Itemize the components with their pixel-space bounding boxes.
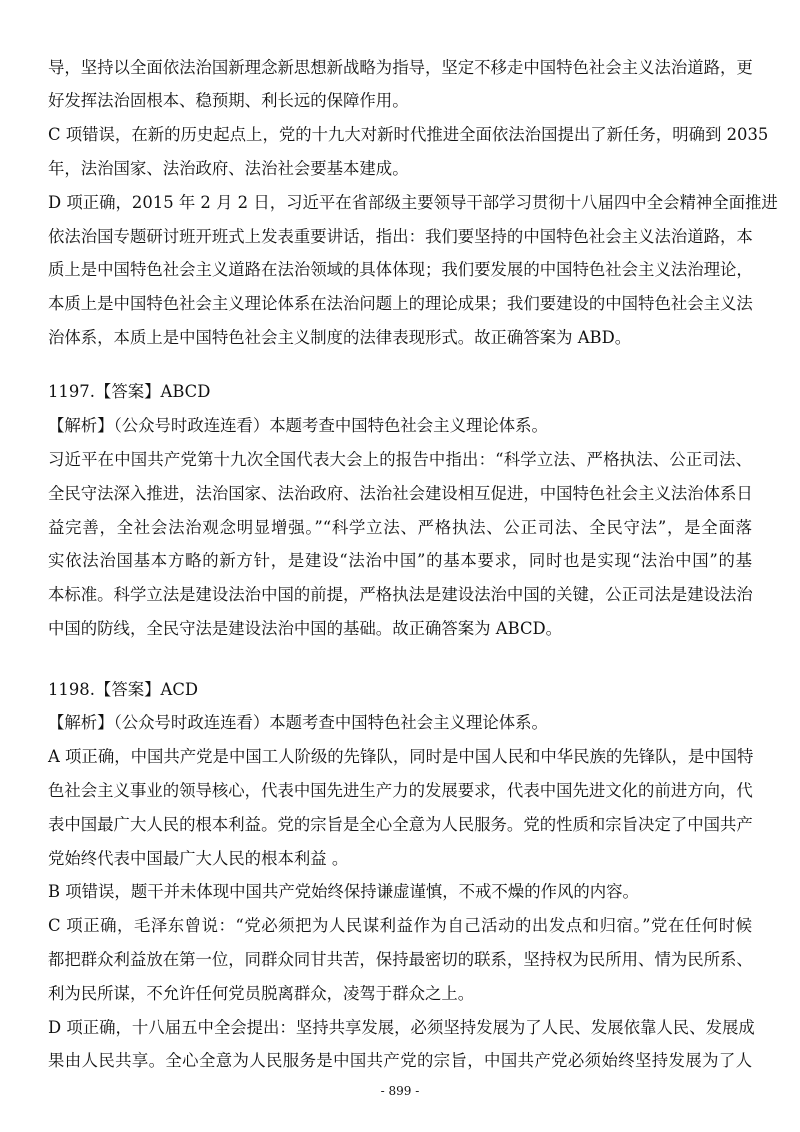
text-line: 【解析】（公众号时政连连看）本题考查中国特色社会主义理论体系。 <box>48 713 548 732</box>
page-number: - 899 - <box>380 1084 420 1098</box>
text-line: 好发挥法治固根本、稳预期、利长远的保障作用。 <box>48 91 409 110</box>
text-line: 本质上是中国特色社会主义理论体系在法治问题上的理论成果；我们要建设的中国特色社会主义法 <box>48 294 753 313</box>
text-line: C 项错误，在新的历史起点上，党的十九大对新时代推进全面依法治国提出了新任务，明确到 2035 <box>48 125 769 144</box>
text-line: 1197.【答案】ABCD <box>48 382 211 401</box>
text-line: 益完善，全社会法治观念明显增强。”“科学立法、严格执法、公正司法、全民守法”，是全面落 <box>48 518 752 537</box>
text-line: 全民守法深入推进，法治国家、法治政府、法治社会建设相互促进，中国特色社会主义法治体系日 <box>48 484 753 503</box>
text-line: D 项正确，2015 年 2 月 2 日，习近平在省部级主要领导干部学习贯彻十八届四中全会精神全面推进 <box>48 193 778 212</box>
text-line: 色社会主义事业的领导核心，代表中国先进生产力的发展要求，代表中国先进文化的前进方向，代 <box>48 781 753 800</box>
text-line: 治体系，本质上是中国特色社会主义制度的法律表现形式。故正确答案为 ABD。 <box>48 328 632 347</box>
text-line: C 项正确，毛泽东曾说：“党必须把为人民谋利益作为自己活动的出发点和归宿。”党在任何时候 <box>48 916 752 935</box>
text-line: 中国的防线，全民守法是建设法治中国的基础。故正确答案为 ABCD。 <box>48 619 563 638</box>
text-line: 质上是中国特色社会主义道路在法治领域的具体体现；我们要发展的中国特色社会主义法治理论， <box>48 260 753 279</box>
text-line: B 项错误，题干并未体现中国共产党始终保持谦虚谨慎，不戒不燥的作风的内容。 <box>48 882 639 901</box>
text-line: D 项正确，十八届五中全会提出：坚持共享发展，必须坚持发展为了人民、发展依靠人民、发展成 <box>48 1018 755 1037</box>
text-line: 果由人民共享。全心全意为人民服务是中国共产党的宗旨，中国共产党必须始终坚持发展为了人 <box>48 1051 752 1070</box>
text-line: 本标准。科学立法是建设法治中国的前提，严格执法是建设法治中国的关键，公正司法是建设法治 <box>48 585 753 604</box>
text-line: 表中国最广大人民的根本利益。党的宗旨是全心全意为人民服务。党的性质和宗旨决定了中国共产 <box>48 815 753 834</box>
text-line: 党始终代表中国最广大人民的根本利益 。 <box>48 849 349 868</box>
text-line: 1198.【答案】ACD <box>48 680 199 699</box>
text-line: 实依法治国基本方略的新方针，是建设“法治中国”的基本要求，同时也是实现“法治中国”的基 <box>48 551 752 570</box>
text-line: 年，法治国家、法治政府、法治社会要基本建成。 <box>48 159 409 178</box>
text-line: 习近平在中国共产党第十九次全国代表大会上的报告中指出：“科学立法、严格执法、公正司法、 <box>48 450 752 469</box>
text-line: 都把群众利益放在第一位，同群众同甘共苦，保持最密切的联系，坚持权为民所用、情为民所系、 <box>48 950 753 969</box>
text-line: 导，坚持以全面依法治国新理念新思想新战略为指导，坚定不移走中国特色社会主义法治道路，更 <box>48 58 753 77</box>
text-line: 依法治国专题研讨班开班式上发表重要讲话，指出：我们要坚持的中国特色社会主义法治道路，本 <box>48 227 753 246</box>
text-line: 利为民所谋，不允许任何党员脱离群众，凌驾于群众之上。 <box>48 984 475 1003</box>
text-line: A 项正确，中国共产党是中国工人阶级的先锋队，同时是中国人民和中华民族的先锋队，是中国特 <box>48 747 754 766</box>
text-line: 【解析】（公众号时政连连看）本题考查中国特色社会主义理论体系。 <box>48 416 548 435</box>
